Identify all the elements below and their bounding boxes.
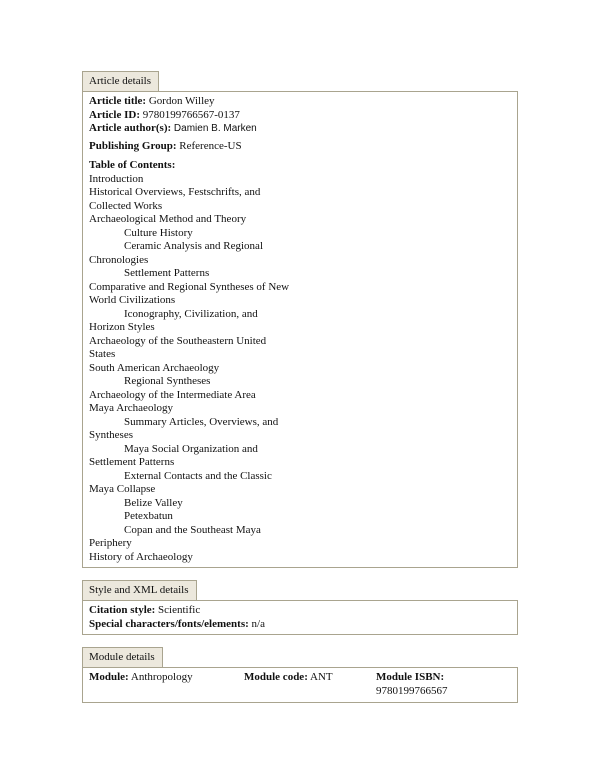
module-isbn-cell <box>376 671 448 698</box>
toc-item: Belize Valley <box>124 496 183 509</box>
special-characters-value: n/a <box>251 617 265 630</box>
article-id-label: Article ID: <box>89 108 141 121</box>
table-of-contents <box>89 173 294 565</box>
article-author-value: Damien B. Marken <box>173 123 257 134</box>
module-isbn-value: 9780199766567 <box>376 684 448 697</box>
module-details-section <box>82 647 518 703</box>
publishing-group-label: Publishing Group: <box>89 139 177 152</box>
toc-item: Culture History <box>124 226 193 239</box>
special-characters-row <box>89 618 511 632</box>
toc-item: Summary Articles, Overviews, and Syntheses <box>89 415 279 441</box>
article-details-section <box>82 71 518 568</box>
toc-item: South American Archaeology <box>89 361 220 374</box>
module-code-label: Module code: <box>244 671 308 683</box>
module-details-tab: Module details <box>82 647 163 667</box>
module-details-box <box>82 667 518 703</box>
toc-item: Maya Social Organization and Settlement Patterns <box>89 442 258 468</box>
style-details-section <box>82 580 518 635</box>
module-name-label: Module: <box>89 671 129 683</box>
toc-item: Iconography, Civilization, and Horizon Styles <box>89 307 258 333</box>
article-id-row <box>89 109 511 123</box>
article-title-label: Article title: <box>89 95 147 107</box>
article-id-value: 9780199766567-0137 <box>142 108 240 121</box>
toc-item: Archaeological Method and Theory <box>89 213 247 225</box>
toc-item: Archaeology of the Southeastern United States <box>89 334 267 360</box>
citation-style-row <box>89 604 511 618</box>
toc-item: Maya Archaeology <box>89 402 173 414</box>
toc-item: Archaeology of the Intermediate Area <box>89 388 256 401</box>
module-code-cell <box>244 671 333 685</box>
article-author-label: Article author(s): <box>89 122 172 134</box>
toc-item: Settlement Patterns <box>124 267 210 279</box>
toc-item: Copan and the Southeast Maya Periphery <box>89 523 261 549</box>
module-isbn-label: Module ISBN: <box>376 671 445 683</box>
article-details-tab: Article details <box>82 71 159 91</box>
toc-item: Historical Overviews, Festschrifts, and Collected Works <box>89 186 261 212</box>
special-characters-label: Special characters/fonts/elements: <box>89 617 249 630</box>
style-details-box <box>82 600 518 635</box>
citation-style-value: Scientific <box>158 604 201 616</box>
article-title-value: Gordon Willey <box>148 95 215 107</box>
publishing-group-value: Reference-US <box>179 139 242 152</box>
toc-item: Regional Syntheses <box>124 375 211 387</box>
publishing-group-row <box>89 140 511 154</box>
toc-item: History of Archaeology <box>89 550 193 563</box>
toc-item: Introduction <box>89 172 144 185</box>
module-name-cell <box>89 671 193 685</box>
article-author-row <box>89 122 511 136</box>
toc-label: Table of Contents: <box>89 159 176 171</box>
toc-item: Comparative and Regional Syntheses of New World Civilizations <box>89 280 290 306</box>
article-title-row <box>89 95 511 109</box>
toc-item: Ceramic Analysis and Regional Chronologies <box>89 240 263 266</box>
toc-item: Petexbatun <box>124 510 173 522</box>
citation-style-label: Citation style: <box>89 604 156 616</box>
module-code-value: ANT <box>310 671 333 683</box>
toc-item: External Contacts and the Classic Maya Collapse <box>89 469 272 495</box>
style-details-tab: Style and XML details <box>82 580 197 600</box>
module-name-value: Anthropology <box>130 671 193 683</box>
article-details-box <box>82 91 518 568</box>
